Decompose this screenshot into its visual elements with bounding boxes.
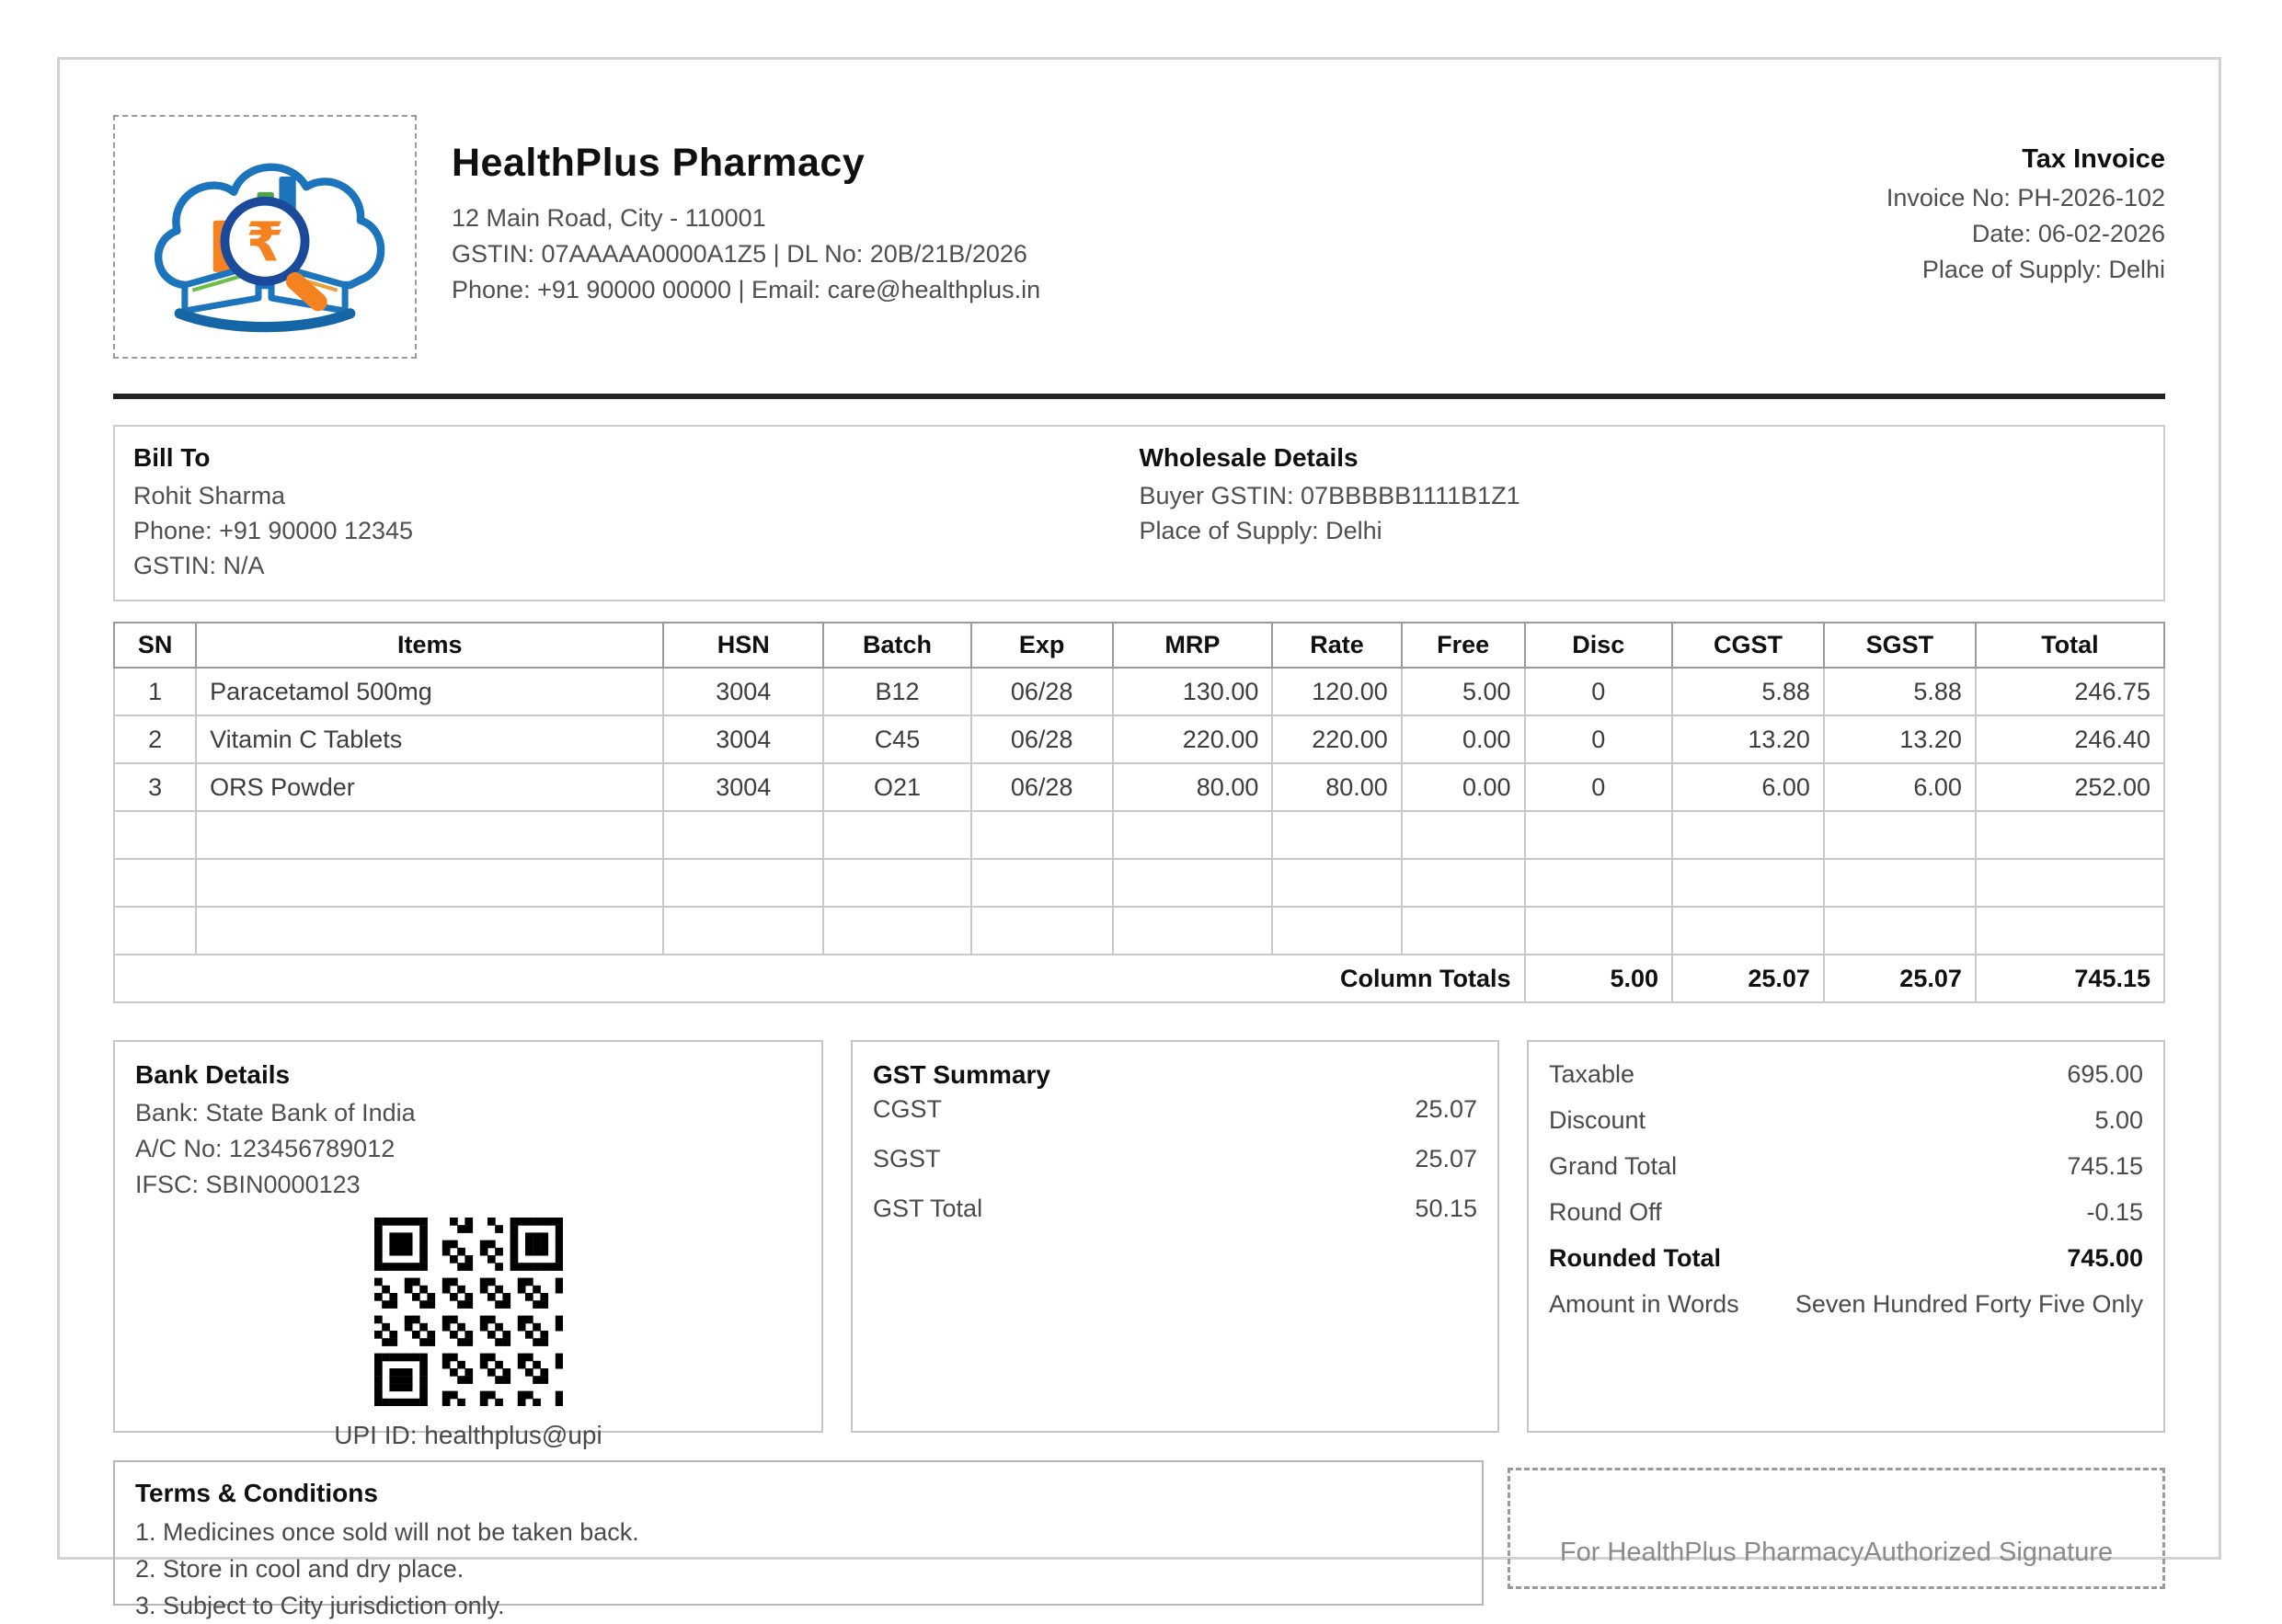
pharmacy-logo [135,135,395,339]
bank-name-line: Bank: State Bank of India [135,1099,416,1127]
col-header-exp: Exp [971,623,1113,668]
bank-details-heading: Bank Details [135,1060,291,1089]
gst-summary-row: SGST 25.07 [873,1145,1477,1172]
svg-text:₹: ₹ [246,209,284,273]
bill-to-name: Rohit Sharma [133,482,286,509]
bill-to-gstin: GSTIN: N/A [133,552,265,579]
column-total-value: 5.00 [1525,955,1672,1002]
invoice-meta [1886,115,2165,288]
wholesale-block [1140,443,2146,583]
totals-row: Round Off -0.15 [1549,1198,2143,1226]
company-block [452,115,1886,308]
wholesale-buyer-gstin: Buyer GSTIN: 07BBBBB1111B1Z1 [1139,482,1520,509]
bill-to-heading: Bill To [133,443,211,472]
bank-details-box [113,1040,823,1449]
table-row: 1 Paracetamol 500mg 3004 B12 06/28 130.00 120.00 5.00 0 5.88 5.88 246.75 [114,668,2164,715]
col-header-items: Items [196,623,663,668]
wholesale-heading: Wholesale Details [1139,443,1359,472]
totals-row: Discount 5.00 [1549,1106,2143,1134]
invoice-number: Invoice No: PH-2026-102 [1886,184,2165,212]
column-total-value: 25.07 [1824,955,1976,1002]
empty-row [114,859,2164,907]
footer-section [113,1460,2165,1619]
column-totals-label: Column Totals [114,955,1525,1002]
col-header-rate: Rate [1272,623,1401,668]
col-header-sn: SN [114,623,196,668]
col-header-batch: Batch [823,623,970,668]
bill-to-block [133,443,1140,583]
totals-row: Amount in Words Seven Hundred Forty Five Only [1549,1290,2143,1318]
totals-row: Rounded Total 745.00 [1549,1244,2143,1272]
signature-text: For HealthPlus PharmacyAuthorized Signature [1559,1538,2114,1567]
gst-summary-box [851,1040,1499,1433]
wholesale-place-of-supply: Place of Supply: Delhi [1139,517,1382,544]
bank-account-line: A/C No: 123456789012 [135,1135,396,1162]
company-gst-line: GSTIN: 07AAAAA0000A1Z5 | DL No: 20B/21B/2026 [452,240,1027,268]
invoice-title: Tax Invoice [2022,144,2165,174]
upi-qr-code [374,1218,563,1406]
terms-lines [135,1514,1462,1624]
empty-row [114,907,2164,955]
header-divider [113,394,2165,399]
items-table-body [114,668,2164,1002]
col-header-free: Free [1402,623,1525,668]
company-address: 12 Main Road, City - 110001 [452,204,766,232]
terms-line: 3. Subject to City jurisdiction only. [135,1592,505,1619]
col-header-total: Total [1976,623,2164,668]
gst-summary-heading: GST Summary [873,1060,1050,1089]
totals-rows [1549,1060,2143,1319]
table-header-row [114,623,2164,668]
bank-ifsc-line: IFSC: SBIN0000123 [135,1171,361,1198]
company-contact-line: Phone: +91 90000 00000 | Email: care@healthplus.in [452,276,1041,303]
invoice-header [113,115,2165,359]
upi-id-line: UPI ID: healthplus@upi [334,1421,602,1449]
terms-line: 2. Store in cool and dry place. [135,1555,464,1583]
summary-section [113,1040,2165,1449]
col-header-hsn: HSN [663,623,823,668]
column-totals-row [114,955,2164,1002]
empty-row [114,811,2164,859]
gst-summary-row: CGST 25.07 [873,1095,1477,1123]
logo-box [113,115,417,359]
col-header-mrp: MRP [1113,623,1273,668]
parties-section [113,425,2165,601]
invoice-place-of-supply: Place of Supply: Delhi [1921,256,2165,283]
items-table [113,622,2165,1003]
gst-summary-row: GST Total 50.15 [873,1195,1477,1222]
terms-line: 1. Medicines once sold will not be taken back. [135,1518,639,1546]
col-header-sgst: SGST [1824,623,1976,668]
totals-box [1527,1040,2165,1433]
bill-to-phone: Phone: +91 90000 12345 [133,517,414,544]
table-row: 2 Vitamin C Tablets 3004 C45 06/28 220.00 220.00 0.00 0 13.20 13.20 246.40 [114,715,2164,763]
column-total-value: 25.07 [1672,955,1824,1002]
signature-box [1508,1468,2165,1589]
gst-summary-rows [873,1095,1477,1223]
column-total-value: 745.15 [1976,955,2164,1002]
totals-row: Grand Total 745.15 [1549,1152,2143,1180]
terms-heading: Terms & Conditions [135,1479,378,1507]
invoice-card [57,57,2221,1619]
col-header-cgst: CGST [1672,623,1824,668]
invoice-date: Date: 06-02-2026 [1971,220,2165,247]
table-row: 3 ORS Powder 3004 O21 06/28 80.00 80.00 0.00 0 6.00 6.00 252.00 [114,763,2164,811]
col-header-disc: Disc [1525,623,1672,668]
company-name: HealthPlus Pharmacy [452,141,866,185]
terms-box [113,1460,1484,1619]
totals-row: Taxable 695.00 [1549,1060,2143,1088]
